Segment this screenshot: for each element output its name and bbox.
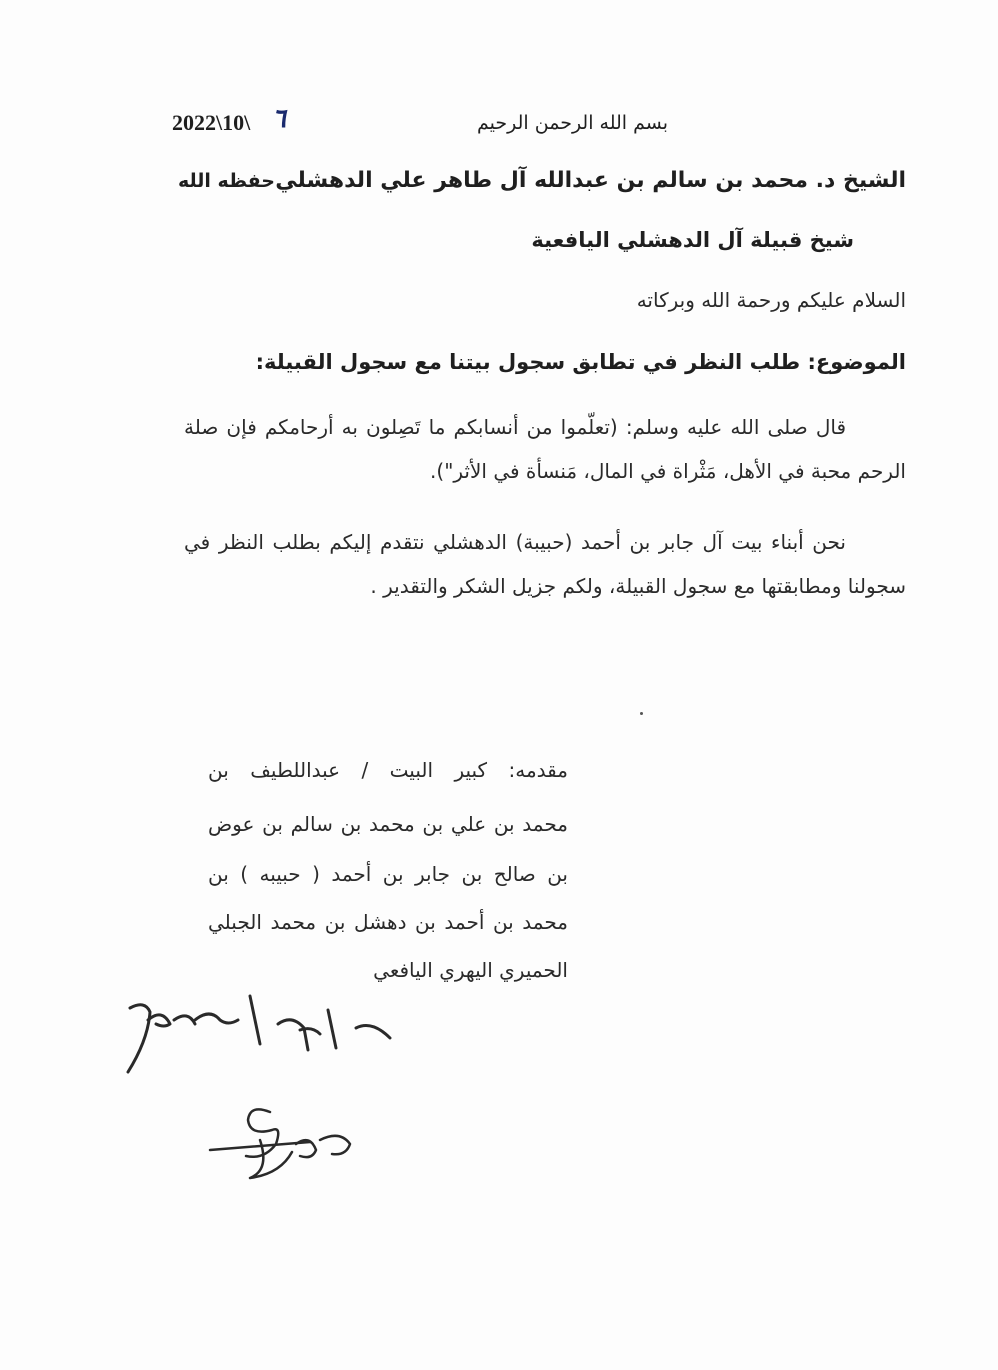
stray-dot <box>640 712 643 715</box>
printed-date: 2022\10\ <box>172 110 251 135</box>
submitter-line-1: مقدمه: كبير البيت / عبداللطيف بن <box>208 758 568 782</box>
submitter-line-2: محمد بن علي بن محمد بن سالم بن عوض <box>208 812 568 836</box>
recipient-name: الشيخ د. محمد بن سالم بن عبدالله آل طاهر علي الدهشلي <box>275 168 906 193</box>
recipient-title: شيخ قبيلة آل الدهشلي اليافعية <box>531 228 854 252</box>
submitter-line-4: محمد بن أحمد بن دهشل بن محمد الجبلي <box>208 910 568 934</box>
handwritten-signature <box>200 1100 380 1190</box>
recipient-honorific: حفظه الله <box>178 170 275 192</box>
greeting: السلام عليكم ورحمة الله وبركاته <box>636 288 906 312</box>
paragraph-1-text: قال صلى الله عليه وسلم: (تعلّموا من أنسابكم ما تَصِلون به أرحامكم فإن صلة الرحم محبة في الأهل، مَثْراة في المال، مَنسأة في الأثر"). <box>184 415 906 483</box>
basmala: بسم الله الرحمن الرحيم <box>477 112 668 134</box>
subject-line: الموضوع: طلب النظر في تطابق سجول بيتنا مع سجول القبيلة: <box>255 350 906 374</box>
body-paragraph-request <box>184 520 906 608</box>
submitter-line-5: الحميري اليهري اليافعي <box>373 958 568 982</box>
handwritten-day: ٦ <box>272 104 286 133</box>
body-paragraph-hadith <box>184 405 906 493</box>
handwritten-date <box>100 990 400 1080</box>
submitter-line-3: بن صالح بن جابر بن أحمد ( حبيبه ) بن <box>208 862 568 886</box>
paragraph-2-text: نحن أبناء بيت آل جابر بن أحمد (حبيبة) الدهشلي نتقدم إليكم بطلب النظر في سجولنا ومطابقتها مع سجول القبيلة، ولكم جزيل الشكر والتقدير . <box>184 530 906 598</box>
